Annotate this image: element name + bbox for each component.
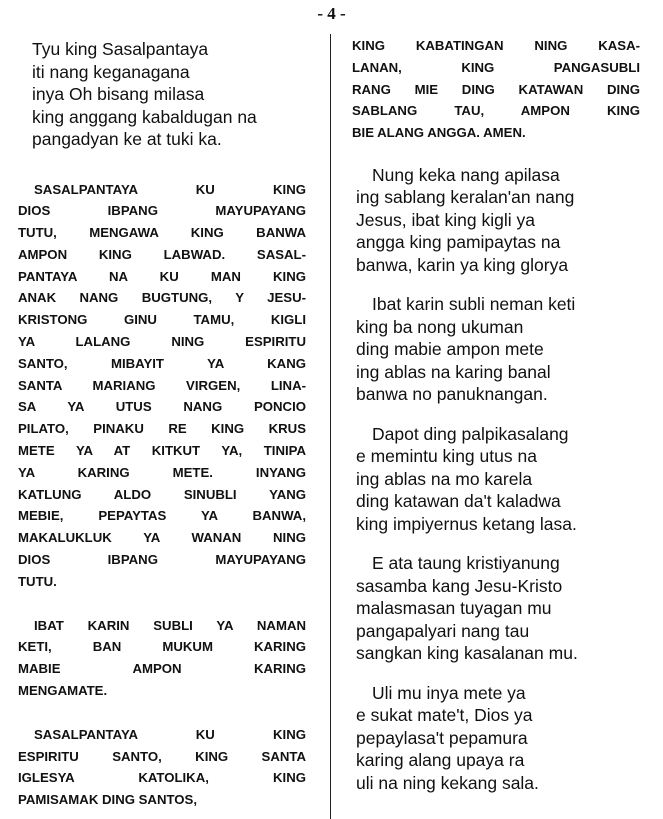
text-line: RANG MIE DING KATAWAN DING (352, 81, 640, 97)
text-line: BIE ALANG ANGGA. AMEN. (352, 125, 526, 141)
text-line: MABIE AMPON KARING (18, 661, 306, 677)
text-line: e memintu king utus na (356, 446, 537, 467)
text-line: SA YA UTUS NANG PONCIO (18, 399, 306, 415)
text-line: inya Oh bisang milasa (32, 84, 205, 104)
creed-part-1 (12, 179, 306, 593)
text-line: LANAN, KING PANGASUBLI (352, 59, 640, 75)
text-line: Jesus, ibat king kigli ya (356, 209, 535, 230)
text-line: Dapot ding palpikasalang (372, 423, 569, 444)
text-line: TUTU, MENGAWA KING BANWA (18, 225, 306, 241)
text-line: KATLUNG ALDO SINUBLI YANG (18, 486, 306, 502)
text-line: TUTU. (18, 573, 57, 589)
text-line: SASALPANTAYA KU KING (34, 181, 306, 197)
text-line: iti nang keganagana (32, 61, 190, 82)
text-line: sangkan king kasalanan mu. (356, 643, 578, 664)
text-line: AMPON KING LABWAD. SASAL- (18, 246, 306, 262)
text-line: Ibat karin subli neman keti (372, 294, 576, 315)
creed-part-3 (12, 724, 306, 811)
text-line: KETI, BAN MUKUM KARING (18, 639, 306, 655)
text-line: pangadyan ke at tuki ka. (32, 129, 222, 149)
left-column (12, 38, 312, 811)
text-line: Tyu king Sasalpantaya (32, 39, 209, 59)
text-line: king impiyernus ketang lasa. (356, 513, 577, 534)
text-line: SANTO, MIBAYIT YA KANG (18, 355, 306, 371)
text-line: pepaylasa't pepamura (356, 727, 528, 748)
text-line: pangapalyari nang tau (356, 620, 530, 641)
stanza-3 (352, 423, 652, 536)
text-line: PANTAYA NA KU MAN KING (18, 268, 306, 284)
text-line: SASALPANTAYA KU KING (34, 726, 306, 742)
text-line: YA KARING METE. INYANG (18, 464, 306, 480)
text-line: ding mabie ampon mete (356, 339, 544, 360)
creed-part-2 (12, 615, 306, 702)
creed-part-4 (352, 35, 640, 144)
text-line: king ba nong ukuman (356, 316, 524, 337)
text-line: YA LALANG NING ESPIRITU (18, 334, 306, 350)
text-line: e sukat mate't, Dios ya (356, 705, 533, 726)
column-divider (330, 34, 331, 819)
right-column (352, 38, 652, 794)
text-line: banwa no panuknangan. (356, 384, 548, 405)
text-line: IBAT KARIN SUBLI YA NAMAN (34, 617, 306, 633)
stanza-5 (352, 682, 652, 795)
text-line: MENGAMATE. (18, 683, 108, 699)
text-line: PAMISAMAK DING SANTOS, (18, 792, 198, 808)
text-line: DIOS IBPANG MAYUPAYANG (18, 203, 306, 219)
text-line: sasamba kang Jesu-Kristo (356, 575, 563, 596)
stanza-1 (352, 164, 652, 277)
text-line: uli na ning kekang sala. (356, 772, 539, 793)
text-line: Uli mu inya mete ya (372, 682, 526, 703)
text-line: E ata taung kristiyanung (372, 553, 560, 574)
text-line: ANAK NANG BUGTUNG, Y JESU- (18, 290, 306, 306)
text-line: karing alang upaya ra (356, 750, 525, 771)
text-line: METE YA AT KITKUT YA, TINIPA (18, 443, 306, 459)
text-line: ing sablang keralan'an nang (356, 187, 575, 208)
text-line: ing ablas na karing banal (356, 361, 551, 382)
text-line: DIOS IBPANG MAYUPAYANG (18, 552, 306, 568)
text-line: king anggang kabaldugan na (32, 106, 257, 127)
text-line: MEBIE, PEPAYTAS YA BANWA, (18, 508, 306, 524)
text-line: malasmasan tuyagan mu (356, 598, 552, 619)
text-line: PILATO, PINAKU RE KING KRUS (18, 421, 306, 437)
text-line: banwa, karin ya king glorya (356, 254, 569, 275)
text-line: Nung keka nang apilasa (372, 164, 560, 185)
text-line: KRISTONG GINU TAMU, KIGLI (18, 312, 306, 328)
text-line: MAKALUKLUK YA WANAN NING (18, 530, 306, 546)
stanza-2 (352, 293, 652, 406)
text-line: ding katawan da't kaladwa (356, 491, 561, 512)
text-line: ESPIRITU SANTO, KING SANTA (18, 748, 306, 764)
text-line: SABLANG TAU, AMPON KING (352, 103, 640, 119)
page-number: - 4 - (317, 4, 346, 23)
text-line: KING KABATINGAN NING KASA- (352, 38, 640, 53)
text-line: ing ablas na mo karela (356, 468, 533, 489)
text-line: SANTA MARIANG VIRGEN, LINA- (18, 377, 306, 393)
text-line: IGLESYA KATOLIKA, KING (18, 770, 306, 786)
stanza-4 (352, 552, 652, 665)
text-line: angga king pamipaytas na (356, 232, 561, 253)
intro-stanza (12, 38, 312, 151)
